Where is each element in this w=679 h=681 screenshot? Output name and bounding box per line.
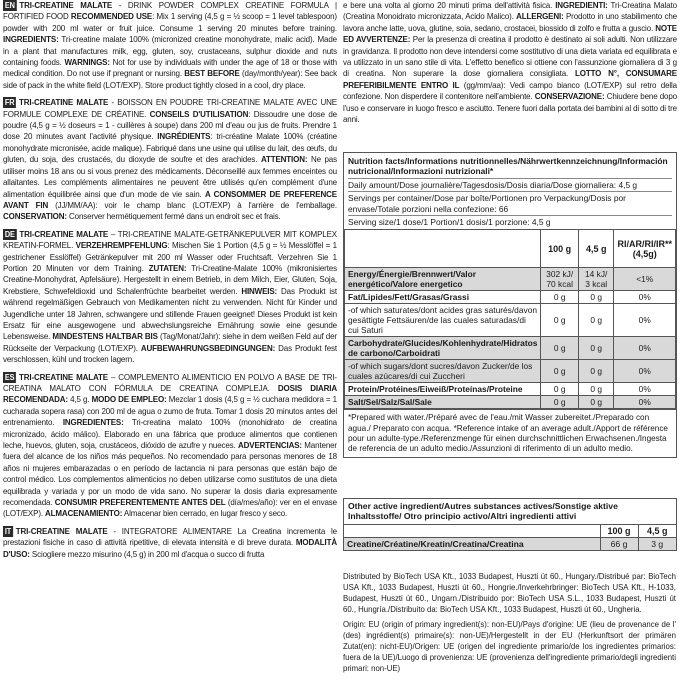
table-row: [345, 337, 676, 360]
language-block-en: [3, 0, 337, 91]
nutrition-header-row: [345, 230, 676, 268]
body-text: (day/month/year): See back side of pack in the white field (LOT/EXP). Store product tightly closed in a cool, dry place.: [3, 68, 337, 90]
section-heading: INGREDIENTI:: [555, 0, 608, 10]
body-text: - BOISSON EN POUDRE TRI-CREATINE MALATE AVEC UNE FORMULE COMPLEXE DE CRÉATINE.: [3, 97, 337, 119]
table-row: [345, 268, 676, 291]
active-value-serving: 3 g: [638, 537, 676, 550]
section-heading: INGREDIENTES:: [62, 417, 124, 428]
section-heading: ALMACENAMIENTO:: [45, 508, 123, 519]
header-empty: [345, 230, 541, 268]
value-serving: 0 g: [578, 291, 614, 304]
language-block-es: [3, 372, 337, 520]
section-heading: ATTENTION:: [260, 154, 308, 165]
section-heading: TRI-CREATINE MALATE: [18, 97, 109, 108]
language-tag: ES: [4, 372, 15, 382]
nutrient-label: Carbohydrate/Glucides/Kohlenhydrate/Hidratos de carbono/Carboidrati: [345, 337, 541, 360]
section-heading: BEST BEFORE: [184, 68, 240, 79]
header-100g: 100 g: [541, 230, 579, 268]
value-100g: 0 g: [541, 396, 579, 409]
table-row: [344, 537, 676, 550]
nutrition-title: Nutrition facts/Informations nutritionnelles/Nährwertkennzeichnung/Información nutricional/Informazioni nutrizionali*: [348, 156, 668, 177]
section-heading: RECOMMENDED USE: [70, 11, 153, 22]
language-block-de: [3, 229, 337, 366]
body-text: - INTEGRATORE ALIMENTARE La Creatina incrementa le prestazioni fisiche in caso di attività ripetitive, di elevata intensità e di breve durata.: [3, 525, 337, 548]
section-heading: TRI-CREATINE MALATE: [19, 0, 113, 10]
body-text: Ne pas utiliser moins 18 ans ou si vous prenez des médicaments. Déconseillé aux femmes enceintes ou allaitantes. Les compléments alimentaires ne peuvent être utilisés qu'en complément d'une alimentation équilibrée ainsi que d'un mode de vie sain.: [3, 154, 337, 199]
section-heading: CONSEILS D'UTILISATION: [149, 108, 249, 119]
body-text: – COMPLEMENTO ALIMENTICIO EN POLVO A BASE DE TRI-CREATINA MALATO CON FÓRMULA DE CREATINA COMPLEJA.: [3, 371, 337, 393]
section-heading: ZUTATEN:: [148, 262, 187, 273]
nutrient-label: -of which saturates/dont acides gras saturés/davon gesättigte Fettsäuren/de las cuales saturadas/di cui Saturi: [345, 304, 541, 337]
section-heading: ALLERGENI:: [516, 11, 564, 22]
language-block-it: [3, 526, 337, 560]
value-100g: 0 g: [541, 304, 579, 337]
italian-continuation: [343, 0, 677, 125]
section-heading: MINDESTENS HALTBAR BIS: [52, 331, 158, 342]
distribution-info: [343, 571, 676, 674]
section-heading: WARNINGS:: [64, 57, 110, 68]
table-row: [345, 360, 676, 383]
value-serving: 0 g: [578, 396, 614, 409]
section-heading: AUFBEWAHRUNGSBEDINGUNGEN:: [140, 342, 276, 353]
body-text: e bere una volta al giorno 20 minuti prima dell'attività fisica.: [343, 0, 556, 10]
value-serving: 0 g: [578, 360, 614, 383]
body-text: : tri-créatine Malate 100% (créatine monohydrate micronisée, acide malique). Fabriqué dans une usine qui utilise du lait, des œufs, du gluten, du soja, des crustacés, du dioxyde de soufre et des arachides.: [3, 131, 337, 165]
section-heading: MODO DE EMPLEO:: [91, 394, 167, 405]
body-text: Tri-creatine malate 100% (micronized creatine monohydrate, malic acid). Made in a plant that manufactures milk, egg, gluten, soy, crustaceans, sulphur dioxide and nuts containing foods.: [3, 34, 337, 68]
header-serving: 4,5 g: [578, 230, 614, 268]
section-heading: DOSIS DIARIA RECOMENDADA:: [3, 383, 337, 405]
language-tag: IT: [4, 526, 12, 536]
active-value-100g: 66 g: [600, 537, 638, 550]
body-text: Almacenar bien cerrado, en lugar fresco y seco.: [122, 508, 288, 519]
value-100g: 0 g: [541, 360, 579, 383]
body-text: : Mix 1 serving (4,5 g = ½ scoop = 1 level tablespoon) powder with 200 ml water or fruit juice. Consume 1 serving 20 minutes before training.: [3, 11, 337, 33]
table-row: [345, 383, 676, 396]
value-ri: 0%: [614, 383, 676, 396]
body-text: (gg/mm/aa): Vedi campo bianco (LOT/EXP) sul retro della confezione. Non disperdere il contenitore nell'ambiente.: [343, 79, 677, 102]
origin-text: Origin: EU (origin of primary ingredient(s): non-EU)/Pays d'origine: UE (lieu de provenance de l' (des) ingrédient(s) primaire(s): non-UE)/Hergestellt in der EU (Herkunftsort der primären Zutat(en): nicht-EU)/Origen: UE (origen del ingrediente primario/de los ingredientes primarios: fuera de la UE)/Luogo di provenienza: UE (provenienza dell'ingrediente primario/degli ingredienti primari: non-UE): [343, 619, 676, 673]
body-text: Prodotto in uno stabilimento che lavora anche latte, uova, glutine, soia, sedano, crostacei, biossido di zolfo e frutta a guscio.: [343, 11, 677, 33]
language-tag: FR: [4, 98, 15, 108]
body-text: (Tag/Monat/Jahr): siehe in dem weißen Feld auf der Rückseite der Verpackung (LOT/EXP).: [3, 331, 337, 353]
nutrition-facts-box: [343, 152, 677, 458]
body-text: Mezclar 1 dosis (4,5 g = ½ cuchara medidora = 1 cucharada sopera rasa) con 200 ml de agua o zumo de fruta. Tomar 1 dosis 20 minutos antes del entrenamiento.: [3, 394, 337, 428]
body-text: : Mischen Sie 1 Portion (4,5 g = ½ Messlöffel = 1 gestrichener Esslöffel) Getränkepulver mit 200 ml Wasser oder Fruchtsaft. Verzehren Sie 1 Portion 20 Minuten vor dem Training.: [3, 240, 337, 273]
active-ingredient-box: [343, 498, 677, 551]
value-100g: 0 g: [541, 383, 579, 396]
section-heading: HINWEIS:: [241, 285, 278, 296]
section-heading: INGRÉDIENTS: [157, 131, 211, 142]
nutrient-label: -of which sugars/dont sucres/davon Zucker/de los cuales azúcares/di cui Zuccheri: [345, 360, 541, 383]
nutrient-label: Fat/Lipides/Fett/Grasas/Grassi: [345, 291, 541, 304]
value-100g: 302 kJ/ 70 kcal: [541, 268, 579, 291]
active-ingredient-title: Other active ingredient/Autres substances actives/Sonstige aktive Inhaltsstoffe/ Otro principio activo/Altri ingredienti attivi: [348, 501, 618, 522]
active-header-serving: 4,5 g: [638, 524, 676, 537]
section-heading: NOTE ED AVVERTENZE:: [343, 22, 677, 45]
nutrient-label: Protein/Protéines/Eiweiß/Proteínas/Proteine: [345, 383, 541, 396]
body-text: Das Produkt fest verschlossen, kühl und trocken lagern.: [3, 342, 337, 365]
body-text: Tri-creatina malato 100% (monohidrato de creatina micronizado, ácido málico). Elaborado en una fábrica que produce alimentos que contienen leche, huevos, gluten, soja, crustáceos, dióxido de azufre y nueces.: [3, 417, 337, 451]
section-heading: MODALITÀ D'USO:: [3, 537, 337, 559]
active-ingredient-table: [344, 524, 676, 550]
body-text: Tri-Creatina Malato (Creatina Monoidrato micronizzata, Acido Malico).: [343, 0, 677, 22]
value-ri: 0%: [614, 337, 676, 360]
servings-per-container: Servings per container/Dose par boîte/Portionen pro Verpackung/Dosis por envase/Totale porzioni nella confezione: 66: [348, 191, 672, 214]
value-ri: 0%: [614, 396, 676, 409]
section-heading: A CONSOMMER DE PREFERENCE AVANT FIN: [3, 188, 337, 210]
value-ri: 0%: [614, 360, 676, 383]
value-serving: 0 g: [578, 383, 614, 396]
section-heading: INGREDIENTS:: [3, 34, 59, 45]
nutrition-table: [344, 229, 676, 409]
active-header-100g: 100 g: [600, 524, 638, 537]
section-heading: ADVERTENCIAS:: [237, 440, 302, 451]
nutrition-footnote: *Prepared with water./Préparé avec de l'eau./mit Wasser zubereitet./Preparado con agua./ Preparato con acqua. *Reference intake of an average adult./Apport de référence pour un adulte-type./Referenzmenge für einen durchschnittlichen Erwachsenen./Ingesta de referencia de un adulto medio./Assunzioni di riferimento di un adulto medio.: [344, 409, 676, 457]
nutrient-label: Salt/Sel/Salz/Sal/Sale: [345, 396, 541, 409]
header-ri: RI/AR/RI/IR** (4,5g): [614, 230, 676, 268]
section-heading: CONSERVATION:: [3, 211, 67, 222]
value-100g: 0 g: [541, 291, 579, 304]
body-text: Chiudere bene dopo l'uso e conservare in luogo fresco e asciutto. Tenere fuori dalla portata dei bambini al di sotto di tre anni.: [343, 91, 677, 125]
value-serving: 14 kJ/ 3 kcal: [578, 268, 614, 291]
body-text: 4,5 g.: [67, 394, 92, 405]
body-text: Not for use by individuals with under the age of 18 or those with medical condition. Do not use if pregnant or nursing.: [3, 57, 337, 79]
left-column: [3, 0, 337, 681]
active-header-empty: [344, 524, 600, 537]
active-label: Creatine/Créatine/Kreatin/Creatina/Creatina: [344, 537, 600, 550]
body-text: (día/mes/año): ver en el envase (LOT/EXP).: [3, 497, 337, 519]
daily-amount: Daily amount/Dose journalière/Tagesdosis/Dosis diaria/Dose giornaliera: 4,5 g: [348, 178, 672, 190]
body-text: – TRI-CREATINE MALATE-GETRÄNKEPULVER MIT KOMPLEX KREATIN-FORMEL.: [3, 228, 337, 251]
section-heading: TRI-CREATINE MALATE: [15, 525, 108, 536]
section-heading: TRI-CREATINE MALATE: [19, 228, 109, 239]
body-text: (JJ/MM/AA): voir le champ blanc (LOT/EXP) à l'arrière de l'emballage.: [48, 199, 337, 210]
nutrient-label: Energy/Énergie/Brennwert/Valor energético/Valore energetico: [345, 268, 541, 291]
body-text: Sciogliere mezzo misurino (4,5 g) in 200 ml d'acqua o succo di frutta: [29, 548, 265, 559]
section-heading: CONSERVAZIONE:: [534, 91, 605, 102]
table-row: [345, 304, 676, 337]
language-block-fr: [3, 97, 337, 222]
body-text: - DRINK POWDER COMPLEX CREATINE FORMULA | FORTIFIED FOOD: [3, 0, 337, 22]
serving-size: Serving size/1 dose/1 Portion/1 dosis/1 porzione: 4,5 g: [348, 215, 672, 227]
value-100g: 0 g: [541, 337, 579, 360]
nutrition-header: [344, 153, 676, 229]
value-ri: 0%: [614, 291, 676, 304]
body-text: : Dissoudre une dose de poudre (4,5 g = ½ doseurs = 1 - cuillères à soupe) dans 200 ml d'eau ou jus de fruits. Prendre 1 dose 20 minutes avant l'activité physique.: [3, 108, 337, 142]
body-text: Tri-Creatine-Malate 100% (mikronisiertes Creatine-Monohydrat, Apfelsäure). Hergestellt in einem Betrieb, in dem Milch, Eier, Gluten, Soja, Krebstiere, Schwefeldioxid und Schalenfrüchte bearbeitet werden.: [3, 262, 337, 296]
body-text: Mantener fuera del alcance de los niños más pequeños. No recomendado para personas menores de 18 años ni mujeres embarazadas o en período de lactancia ni para personas que están bajo de control médico. Los complementos alimenticios no deben utilizarse como sustitutos de una dieta equilibrada y variada y por un modo de vida sano. No superar la dosis diaria expresamente recomendada.: [3, 440, 337, 508]
table-row: [345, 396, 676, 409]
value-serving: 0 g: [578, 337, 614, 360]
right-column: [343, 0, 677, 681]
distributor-text: Distributed by BioTech USA Kft., 1033 Budapest, Huszti út 60., Hungary./Distribué par: BioTech USA Kft., 1033 Budapest, Huszti út 60., Hongrie./Inverkehrbringer: BioTech USA Kft., H-1033, Budapest, Huszti út 60., Ungarn./Distribuido por: BioTech USA S.L., 1033 Budapest, Huszti út 60., Hungría./Distribuito da: BioTech USA Kft., 1033 Budapest, Huszti út 60., Ungheria.: [343, 571, 676, 614]
value-serving: 0 g: [578, 304, 614, 337]
section-heading: CONSUMIR PREFERENTEMENTE ANTES DEL: [54, 497, 226, 508]
value-ri: 0%: [614, 304, 676, 337]
section-heading: VERZEHREMPFEHLUNG: [75, 240, 168, 251]
value-ri: <1%: [614, 268, 676, 291]
active-header-row: [344, 524, 676, 537]
section-heading: TRI-CREATINE MALATE: [18, 371, 108, 382]
body-text: Conserver hermétiquement fermé dans un endroit sec et frais.: [66, 211, 281, 222]
language-tag: EN: [4, 1, 15, 10]
body-text: Per la presenza di creatina il prodotto è destinato ai soli adulti. Non utilizzare in gravidanza. Il prodotto non deve intendersi come sostitutivo di una dieta variata ed equilibrata e va utilizzato in un sano stile di vita. L'effetto benefico si ottiene con l'assunzione giornaliera di 3 g di creatina. Non superare la dose giornaliera consigliata.: [343, 34, 677, 79]
body-text: Das Produkt ist während regelmäßigen Gebrauch von Medikamenten nicht zu verwenden. Nicht für Kinder und Jugendliche unter 18 Jahren, schwangere und stillende Frauen geeignet! Dieses Produkt ist kein Ersatz für eine ausgewogene und abwechslungsreiche Ernährung sowie eine gesunde Lebensweise.: [3, 285, 337, 342]
language-tag: DE: [4, 229, 15, 239]
table-row: [345, 291, 676, 304]
section-heading: LOTTO N°, CONSUMARE PREFERIBILMENTE ENTRO IL: [343, 68, 677, 90]
